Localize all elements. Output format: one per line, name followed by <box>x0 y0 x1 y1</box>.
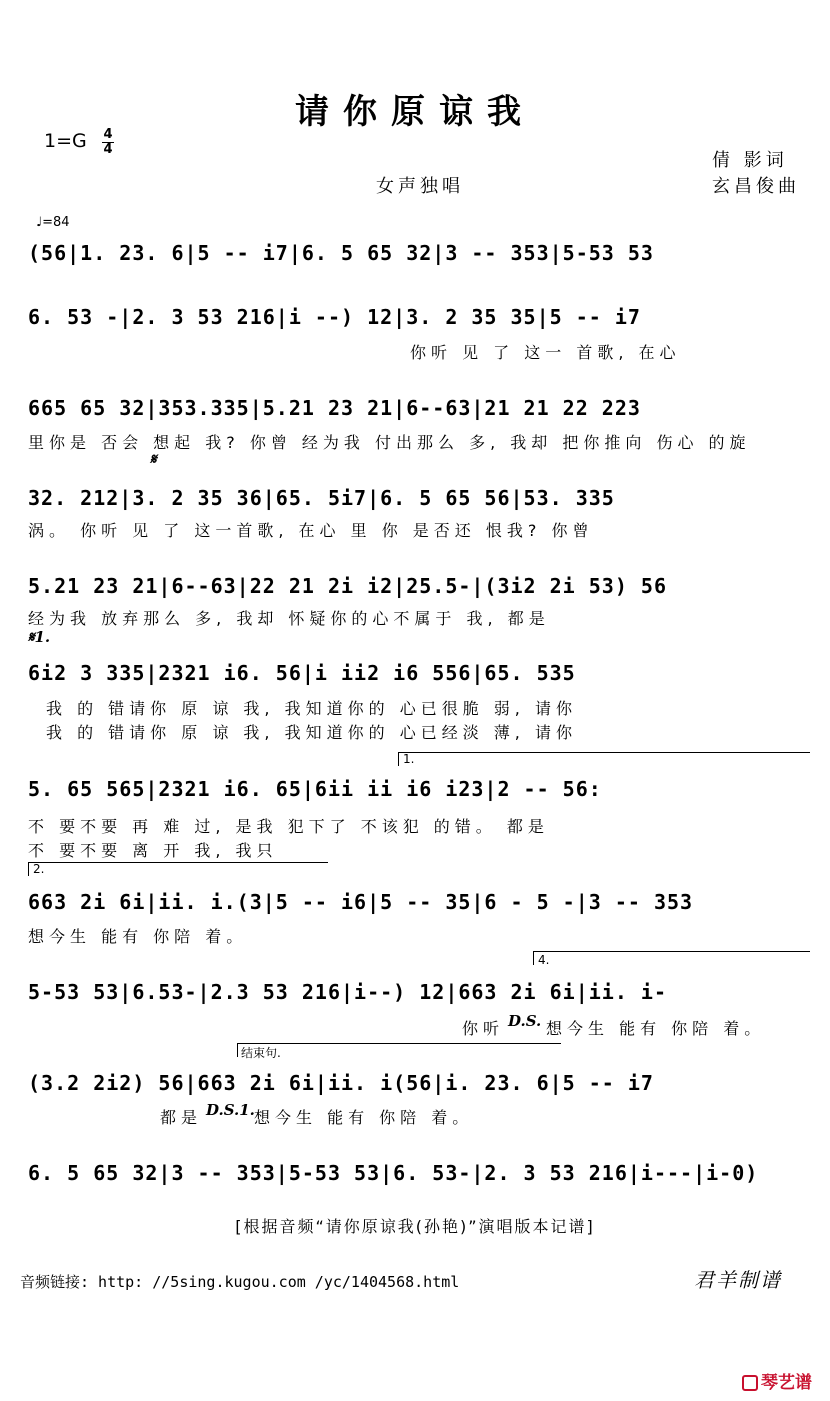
lyric-line-5: 经为我 放弃那么 多, 我却 怀疑你的心不属于 我, 都是 <box>28 609 550 628</box>
tempo-marking: ♩=84 <box>36 215 70 230</box>
lyric-line-8: 想今生 能有 你陪 着。 <box>28 927 248 946</box>
ending-bracket <box>237 1043 561 1044</box>
lyric-line-6a: 我 的 错请你 原 谅 我, 我知道你的 心已很脆 弱, 请你 <box>46 699 577 718</box>
ending-label: 结束句. <box>241 1046 281 1060</box>
staff-line-3: 665 65 32|353.335|5.21 23 21|6--63|21 21 22 223 <box>28 396 641 420</box>
performance-note: 女声独唱 <box>376 176 464 197</box>
site-logo <box>742 1368 812 1393</box>
lyric-line-10: 都是 <box>160 1108 203 1127</box>
volta-1-bracket <box>398 752 810 753</box>
lyric-line-10b: 想今生 能有 你陪 着。 <box>254 1108 474 1127</box>
lyric-line-6b: 我 的 错请你 原 谅 我, 我知道你的 心已经淡 薄, 请你 <box>46 723 577 742</box>
volta-1-label: 1. <box>403 752 415 766</box>
volta-2-label: 2. <box>33 862 45 876</box>
ending-edge <box>237 1043 238 1057</box>
staff-line-5: 5.21 23 21|6--63|22 21 2i i2|25.5-|(3i2 2i 53) 56 <box>28 574 668 598</box>
transcriber-signature: 君羊制谱 <box>694 1268 782 1292</box>
lyric-line-2: 你听 见 了 这一 首歌, 在心 <box>410 343 681 362</box>
segno-mark: 𝄋 <box>150 450 157 468</box>
staff-line-4: 32. 212|3. 2 35 36|65. 5i7|6. 5 65 56|53. 335 <box>28 486 615 510</box>
staff-line-2: 6. 53 -|2. 3 53 216|i --) 12|3. 2 35 35|5 -- i7 <box>28 305 641 329</box>
volta-2-edge <box>28 862 29 876</box>
staff-line-8: 663 2i 6i|ii. i.(3|5 -- i6|5 -- 35|6 - 5 -|3 -- 353 <box>28 890 694 914</box>
logo-text: 琴艺谱 <box>761 1373 812 1393</box>
time-signature <box>102 128 114 157</box>
lyric-line-7b: 不 要不要 离 开 我, 我只 <box>28 841 278 860</box>
staff-line-10: (3.2 2i2) 56|663 2i 6i|ii. i(56|i. 23. 6|5 -- i7 <box>28 1071 654 1095</box>
audio-link: 音频链接: http: //5sing.kugou.com /yc/1404568.html <box>20 1273 460 1291</box>
lyric-line-4: 涡。 你听 见 了 这一首歌, 在心 里 你 是否还 恨我? 你曾 <box>28 521 594 540</box>
staff-line-7: 5. 65 565|2321 i6. 65|6ii ii i6 i23|2 -- 56: <box>28 777 602 801</box>
volta-4-label: 4. <box>538 953 550 967</box>
lyric-line-7a: 不 要不要 再 难 过, 是我 犯下了 不该犯 的错。 都是 <box>28 817 549 836</box>
meter-top: 4 <box>103 127 113 142</box>
staff-line-1: (56|1. 23. 6|5 -- i7|6. 5 65 32|3 -- 353|5-53 53 <box>28 241 654 265</box>
staff-line-6: 6i2 3 335|2321 i6. 56|i ii2 i6 556|65. 535 <box>28 661 576 685</box>
volta-4-bracket <box>533 951 810 952</box>
staff-line-11: 6. 5 65 32|3 -- 353|5-53 53|6. 53-|2. 3 53 216|i---|i-0) <box>28 1161 759 1185</box>
staff-line-9: 5-53 53|6.53-|2.3 53 216|i--) 12|663 2i 6i|ii. i- <box>28 980 668 1004</box>
volta-1-edge <box>398 752 399 766</box>
page-title: 请你原谅我 <box>295 92 535 132</box>
lyricist-credit: 倩 影词 <box>712 150 788 171</box>
volta-2-bracket <box>28 862 328 863</box>
logo-icon <box>742 1375 758 1391</box>
key-signature: 1=G <box>44 130 87 152</box>
transcription-note: [根据音频“请你原谅我(孙艳)”演唱版本记谱] <box>235 1217 595 1236</box>
ds1-mark: D.S.1. <box>206 1101 255 1119</box>
lyric-line-9: 你听 <box>462 1019 505 1038</box>
composer-credit: 玄昌俊曲 <box>712 176 800 197</box>
ds-mark: D.S. <box>508 1012 542 1030</box>
segno-one-mark: 𝄋1. <box>28 628 51 646</box>
lyric-line-9b: 想今生 能有 你陪 着。 <box>546 1019 766 1038</box>
meter-bottom: 4 <box>103 142 113 157</box>
volta-4-edge <box>533 951 534 965</box>
lyric-line-3: 里你是 否会 想起 我? 你曾 经为我 付出那么 多, 我却 把你推向 伤心 的旋 <box>28 433 751 452</box>
